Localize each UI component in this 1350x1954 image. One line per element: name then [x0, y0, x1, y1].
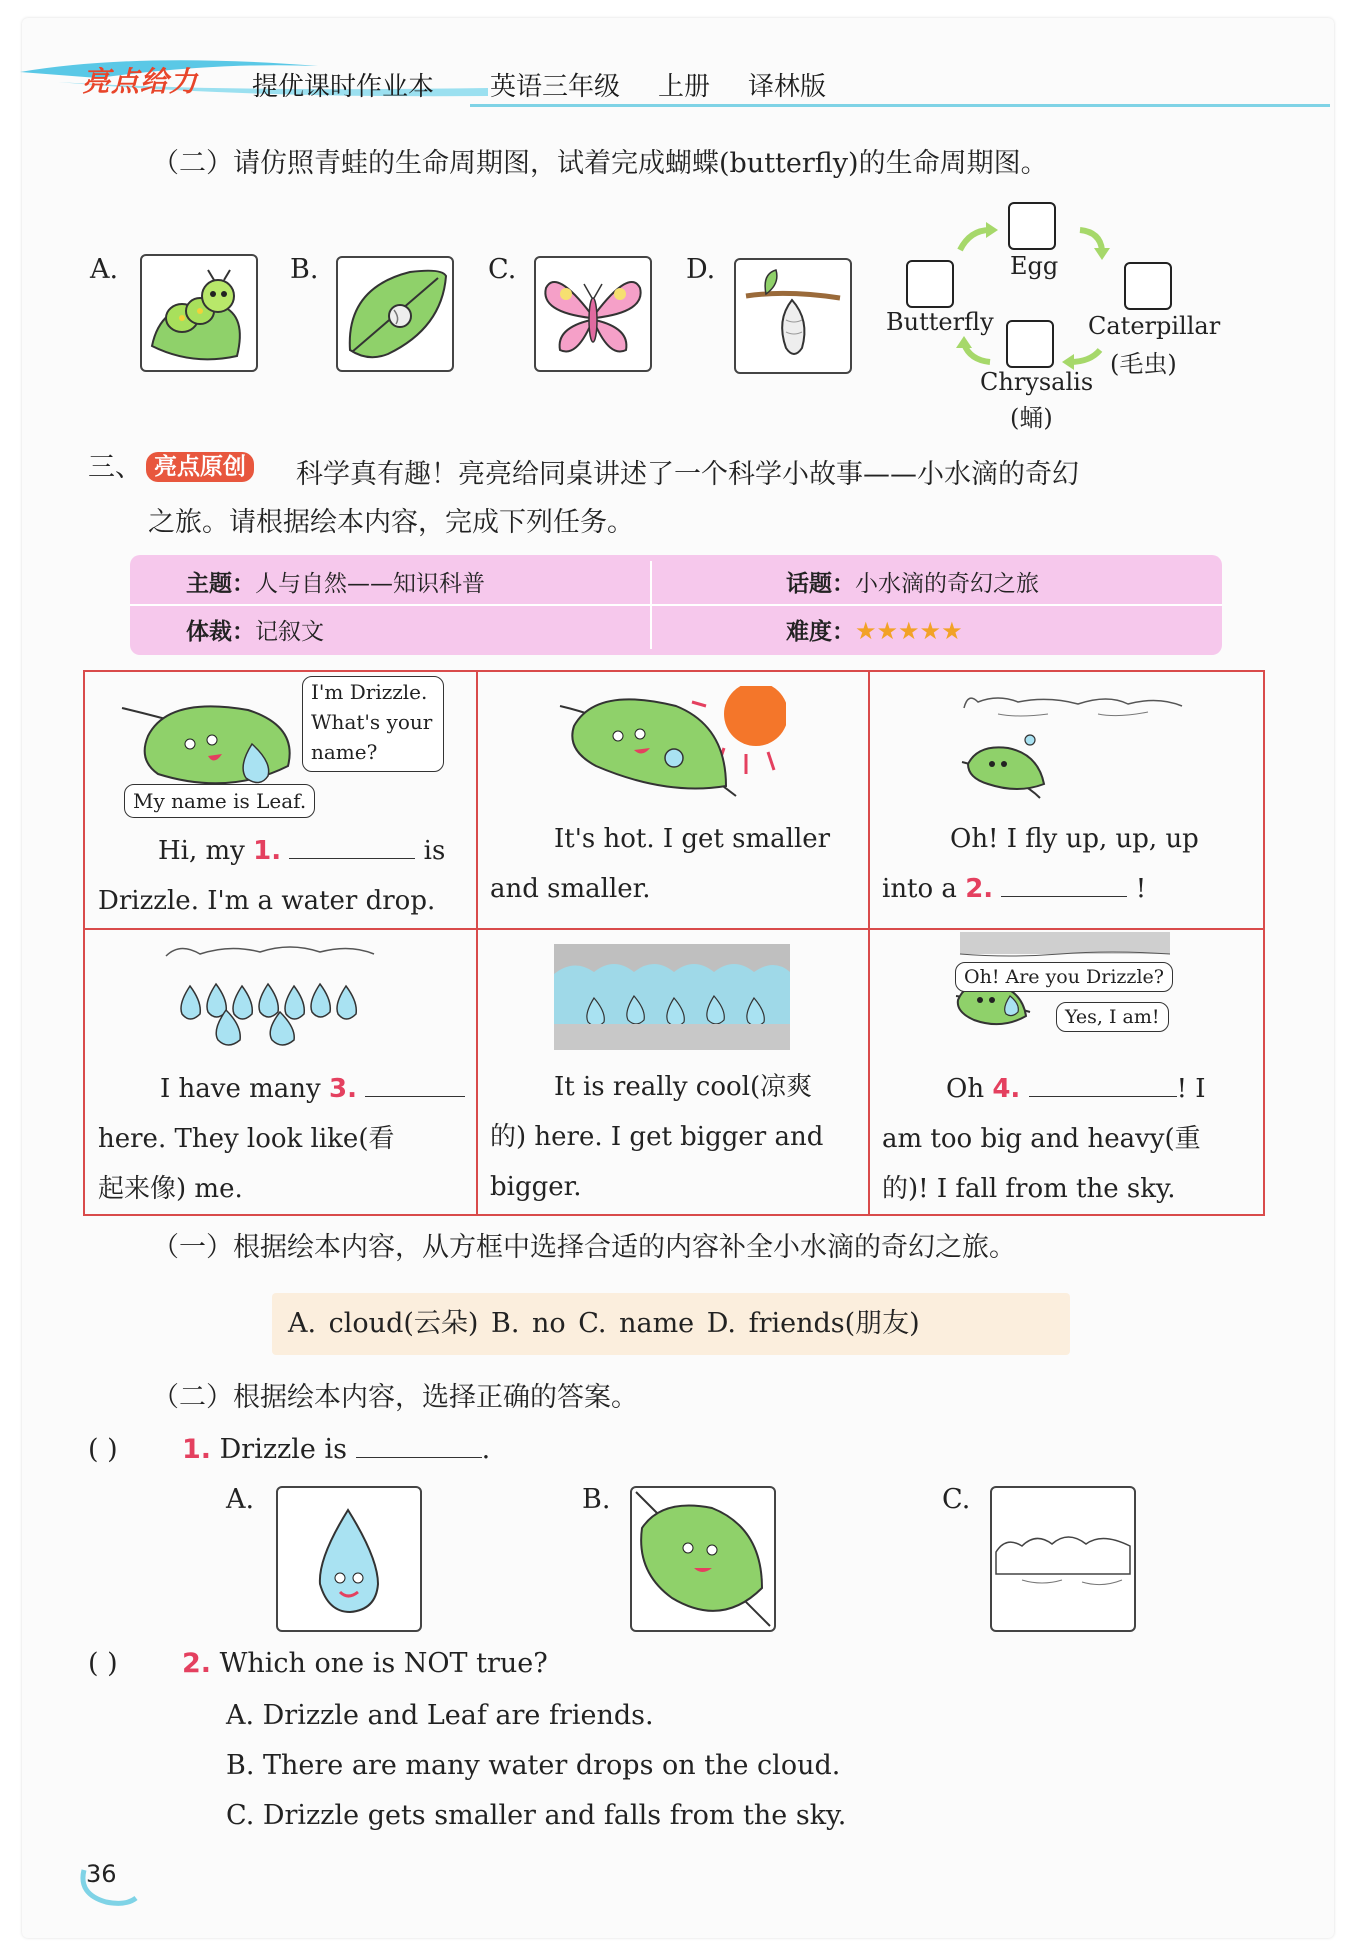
panel5-line1: It is really cool(凉爽: [554, 1072, 813, 1102]
part3-intro-line2: 之旅。请根据绘本内容，完成下列任务。: [148, 507, 634, 538]
original-tag: [146, 448, 254, 481]
option-d-letter: D.: [686, 254, 716, 285]
q2-option-a[interactable]: A. Drizzle and Leaf are friends.: [226, 1700, 654, 1731]
part3-number: 三、: [88, 452, 142, 483]
panel1-text: Hi, my: [158, 836, 254, 866]
answer-paren-q2[interactable]: ( ): [88, 1648, 118, 1679]
egg-on-leaf-picture[interactable]: [336, 256, 454, 372]
header-book-info: [490, 66, 826, 103]
option-c-letter: C.: [488, 254, 517, 285]
bubble-line: name?: [311, 740, 378, 764]
panel6-line1: [946, 1064, 1206, 1114]
blank-number-2: 2.: [965, 874, 994, 904]
original-tag-text: 亮点原创: [146, 452, 254, 482]
water-drops-on-cloud-icon: [160, 940, 380, 1050]
cycle-caterpillar-label: Caterpillar: [1088, 312, 1221, 340]
q1-option-a-drop-picture[interactable]: [276, 1486, 422, 1632]
option-b-letter: B.: [290, 254, 319, 285]
butterfly-picture[interactable]: [534, 256, 652, 372]
panel4-line2: here. They look like(看: [98, 1124, 395, 1154]
info-divider-h: [130, 604, 1222, 606]
grid-line: [868, 672, 870, 1214]
blank-number-3: 3.: [328, 1074, 357, 1104]
q1-option-b-leaf-picture[interactable]: [630, 1486, 776, 1632]
info-theme-value: 人与自然——知识科普: [255, 571, 485, 597]
header-subject: 英语三年级: [490, 72, 621, 102]
blank-2[interactable]: [1001, 896, 1127, 897]
panel1-text-b: is: [415, 836, 446, 866]
info-genre-label: 体裁：: [186, 619, 255, 645]
difficulty-stars: ★★★★★: [855, 617, 963, 645]
question-1: [182, 1434, 490, 1465]
blank-number-1: 1.: [253, 836, 282, 866]
grid-line: [476, 672, 478, 1214]
caterpillar-picture[interactable]: [140, 254, 258, 372]
cycle-butterfly-label: Butterfly: [886, 308, 994, 336]
leaf-icon: [632, 1488, 774, 1630]
info-theme: [186, 565, 485, 598]
panel5-line3: bigger.: [490, 1172, 582, 1202]
question-2: [182, 1648, 548, 1679]
blank-3[interactable]: [365, 1096, 465, 1097]
header-volume: 上册: [658, 72, 711, 102]
panel4-line3: 起来像) me.: [98, 1174, 243, 1204]
q1-option-a-letter: A.: [226, 1484, 255, 1515]
story-info-panel: [130, 555, 1222, 655]
panel3-end: !: [1135, 874, 1147, 904]
panel3-line2: [882, 864, 1146, 914]
question-2-number: 2.: [182, 1648, 212, 1679]
q1-option-b-letter: B.: [582, 1484, 611, 1515]
caterpillar-icon: [142, 256, 256, 370]
blank-4[interactable]: [1029, 1096, 1177, 1097]
question-1-blank[interactable]: [356, 1457, 482, 1458]
option-a-letter: A.: [90, 254, 119, 285]
leaf-speech-bubble: My name is Leaf.: [124, 784, 315, 818]
cloud-icon: [992, 1488, 1134, 1630]
leaf-below-cloud-icon: [958, 688, 1188, 808]
q2-option-b[interactable]: B. There are many water drops on the cloud.: [226, 1750, 841, 1781]
chrysalis-icon: [736, 260, 850, 372]
answer-paren-q1[interactable]: ( ): [88, 1434, 118, 1465]
question-1-text: Drizzle is: [219, 1434, 347, 1465]
question-2-text: Which one is NOT true?: [219, 1648, 548, 1679]
cycle-egg-label: Egg: [1010, 252, 1059, 280]
panel3-text: into a: [882, 874, 966, 904]
panel1-line2: Drizzle. I'm a water drop.: [98, 886, 436, 916]
panel2-line1: It's hot. I get smaller: [554, 824, 831, 854]
info-topic-label: 话题：: [786, 571, 855, 597]
panel5-line2: 的) here. I get bigger and: [490, 1122, 824, 1152]
info-genre: [186, 613, 324, 646]
cycle-arrows-graphic: [940, 220, 1140, 380]
panel3-line1: Oh! I fly up, up, up: [950, 824, 1199, 854]
cycle-caterpillar-cn: (毛虫): [1110, 350, 1177, 378]
leaf-with-egg-icon: [338, 258, 452, 370]
panel4-line1: [160, 1064, 465, 1114]
brand-logo: 亮点给力: [82, 65, 199, 98]
chrysalis-picture[interactable]: [734, 258, 852, 374]
question-1-number: 1.: [182, 1434, 212, 1465]
panel6-text: Oh: [946, 1074, 993, 1104]
leaf-in-sun-icon: [556, 686, 786, 806]
drops-in-cloud-icon: [554, 944, 794, 1054]
info-difficulty-label: 难度：: [786, 619, 855, 645]
bubble-line: I'm Drizzle.: [311, 680, 428, 704]
question-1-end: .: [481, 1434, 491, 1465]
panel4-text: I have many: [160, 1074, 329, 1104]
info-genre-value: 记叙文: [255, 619, 324, 645]
drizzle-answer-bubble: Yes, I am!: [1056, 1002, 1169, 1032]
blank-number-4: 4.: [992, 1074, 1021, 1104]
drizzle-speech-bubble: [302, 676, 444, 772]
page-number: 36: [86, 1860, 117, 1888]
butterfly-icon: [536, 258, 650, 370]
info-difficulty: [786, 613, 963, 646]
bubble-line: What's your: [311, 710, 433, 734]
panel2-line2: and smaller.: [490, 874, 651, 904]
panel6-end: ! I: [1176, 1074, 1206, 1104]
info-topic-value: 小水滴的奇幻之旅: [855, 571, 1039, 597]
cycle-chrysalis-cn: (蛹): [1010, 404, 1053, 432]
leaf-question-bubble: Oh! Are you Drizzle?: [955, 962, 1173, 992]
panel1-line1: [158, 826, 445, 876]
blank-1[interactable]: [289, 858, 415, 859]
panel6-line3: 的)! I fall from the sky.: [882, 1174, 1176, 1204]
header-edition: 译林版: [748, 72, 827, 102]
q2-option-c[interactable]: C. Drizzle gets smaller and falls from the sky.: [226, 1800, 847, 1831]
header-rule: [470, 104, 1330, 107]
sub2-title: （二）根据绘本内容，选择正确的答案。: [152, 1382, 638, 1413]
word-bank-box: A. cloud(云朵) B. no C. name D. friends(朋友): [272, 1293, 1070, 1355]
cycle-chrysalis-label: Chrysalis: [980, 368, 1094, 396]
book-series-title: 提优课时作业本: [252, 72, 435, 102]
water-drop-icon: [278, 1488, 420, 1630]
part3-intro-line1: 科学真有趣！亮亮给同桌讲述了一个科学小故事——小水滴的奇幻: [296, 459, 1079, 490]
info-theme-label: 主题：: [186, 571, 255, 597]
butterfly-section-title: （二）请仿照青蛙的生命周期图，试着完成蝴蝶(butterfly)的生命周期图。: [152, 148, 1048, 179]
q1-option-c-cloud-picture[interactable]: [990, 1486, 1136, 1632]
q1-option-c-letter: C.: [942, 1484, 971, 1515]
panel6-line2: am too big and heavy(重: [882, 1124, 1201, 1154]
sub1-title: （一）根据绘本内容，从方框中选择合适的内容补全小水滴的奇幻之旅。: [152, 1232, 1016, 1263]
info-topic: [786, 565, 1039, 598]
